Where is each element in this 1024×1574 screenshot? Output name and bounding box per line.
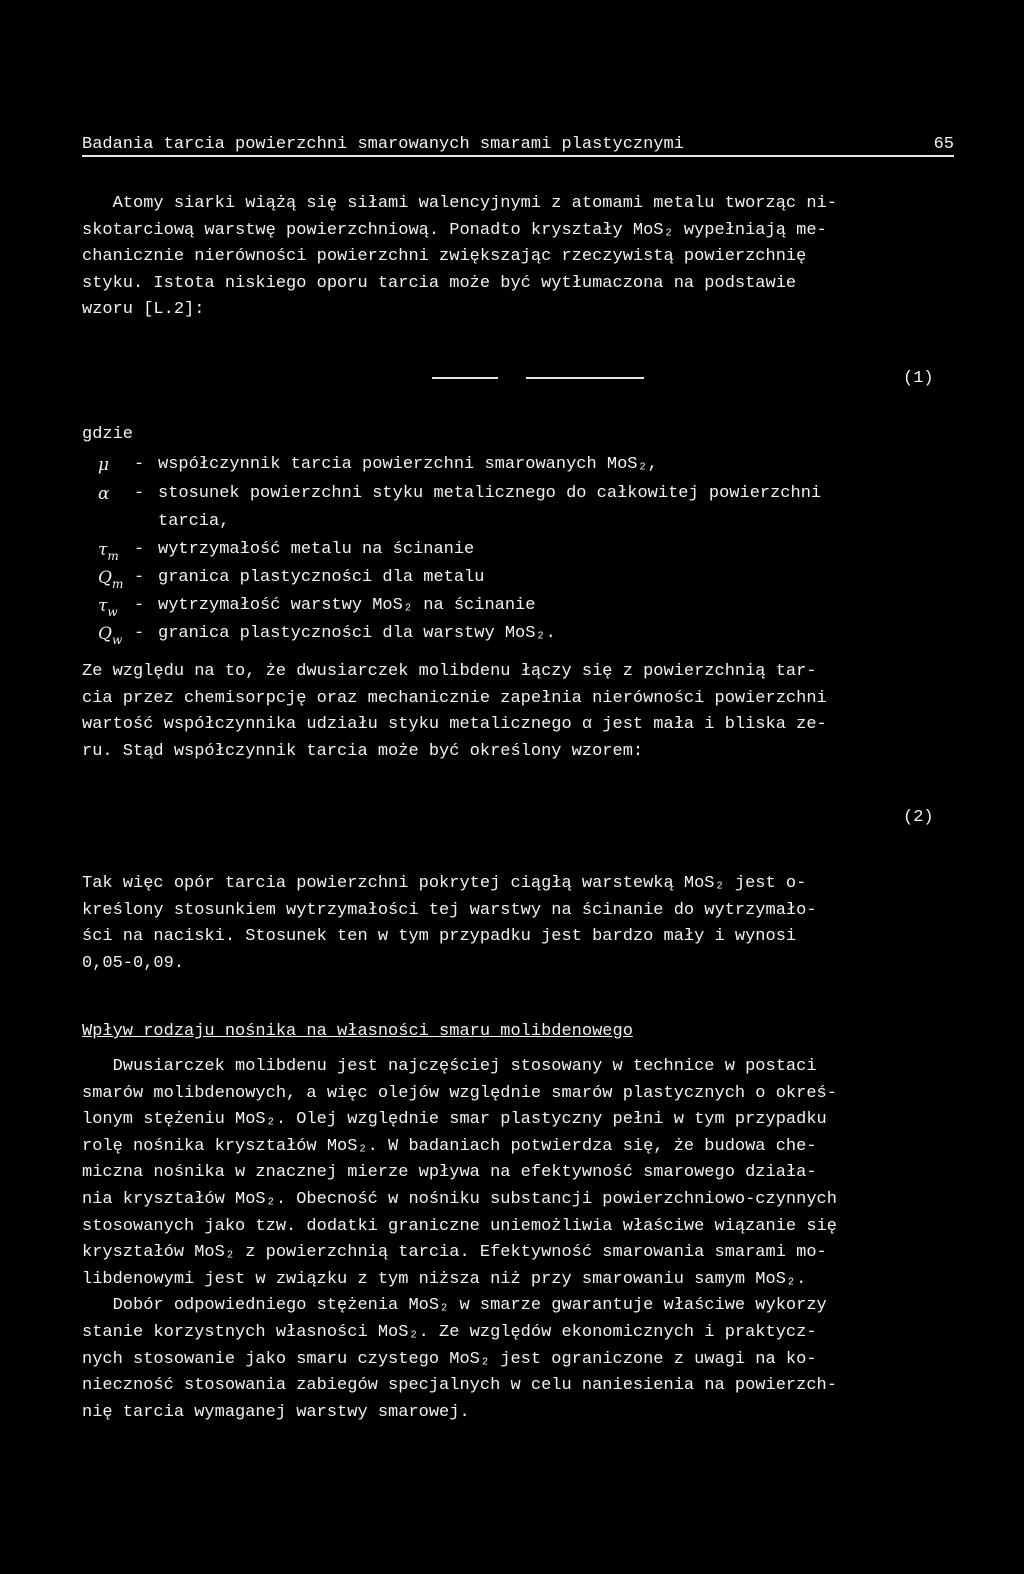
where-label: gdzie [82, 425, 134, 444]
text-line: smarów molibdenowych, a więc olejów względnie smarów plastycznych o okreś- [82, 1083, 837, 1103]
definition-dash: - [134, 624, 145, 643]
definition-text: wytrzymałość warstwy MoS₂ na ścinanie [158, 596, 536, 615]
definition-symbol: $\tau_m$ [98, 540, 119, 563]
text-line: Dwusiarczek molibdenu jest najczęściej stosowany w technice w postaci [82, 1057, 817, 1076]
definition-text: stosunek powierzchni styku metalicznego do całkowitej powierzchni [158, 484, 822, 503]
text-line: kryształów MoS₂ z powierzchnią tarcia. Efektywność smarowania smarami mo- [82, 1243, 827, 1263]
text-line: stosowanych jako tzw. dodatki graniczne uniemożliwia właściwe wiązanie się [82, 1216, 837, 1236]
definition-row [98, 596, 535, 619]
text-line: ści na naciski. Stosunek ten w tym przypadku jest bardzo mały i wynosi [82, 927, 797, 946]
definition-text: wytrzymałość metalu na ścinanie [158, 540, 475, 559]
definition-text: granica plastyczności dla warstwy MoS₂. [158, 624, 556, 643]
text-line: wzoru [L.2]: [82, 300, 205, 319]
page-number: 65 [933, 135, 954, 154]
text-line: nych stosowanie jako smaru czystego MoS₂ jest ograniczone z uwagi na ko- [82, 1349, 817, 1369]
running-header [82, 135, 954, 157]
text-line: Dobór odpowiedniego stężenia MoS₂ w smarze gwarantuje właściwe wykorzy [82, 1296, 827, 1316]
text-line: nia kryształów MoS₂. Obecność w nośniku substancji powierzchniowo-czynnych [82, 1190, 837, 1209]
text-line: Atomy siarki wiążą się siłami walencyjnymi z atomami metalu tworząc ni- [82, 194, 837, 213]
definition-text: granica plastyczności dla metalu [158, 568, 485, 587]
definition-row [98, 455, 658, 475]
equation-1-fraction-bar [526, 377, 644, 379]
definition-dash: - [134, 455, 145, 474]
definition-dash: - [134, 540, 145, 559]
text-line: cia przez chemisorpcję oraz mechanicznie zapełnia nierówności powierzchni [82, 688, 827, 708]
text-line: chanicznie nierówności powierzchni zwiększając rzeczywistą powierzchnię [82, 247, 807, 266]
equation-2-number: (2) [903, 808, 934, 827]
section-heading: Wpływ rodzaju nośnika na własności smaru molibdenowego [82, 1022, 633, 1041]
definition-dash [134, 512, 158, 531]
definition-dash: - [134, 568, 145, 587]
definition-row [98, 624, 556, 647]
definition-row [98, 540, 474, 563]
text-line: lonym stężeniu MoS₂. Olej względnie smar plastyczny pełni w tym przypadku [82, 1110, 827, 1130]
text-line: ru. Stąd współczynnik tarcia może być określony wzorem: [82, 741, 644, 761]
definition-dash: - [134, 484, 145, 503]
text-line: Tak więc opór tarcia powierzchni pokrytej ciągłą warstewką MoS₂ jest o- [82, 874, 807, 893]
definition-symbol: μ [98, 455, 110, 475]
equation-1-number: (1) [903, 369, 934, 388]
definition-row [98, 484, 821, 504]
definition-row [98, 512, 229, 531]
text-line: libdenowymi jest w związku z tym niższa niż przy smarowaniu samym MoS₂. [82, 1269, 807, 1289]
definition-symbol: $\tau_w$ [98, 596, 118, 619]
text-line: nieczność stosowania zabiegów specjalnych w celu naniesienia na powierzch- [82, 1376, 837, 1396]
text-line: Ze względu na to, że dwusiarczek molibdenu łączy się z powierzchnią tar- [82, 662, 817, 681]
definition-text: tarcia, [158, 512, 230, 531]
equation-1-fraction-bar [432, 377, 498, 379]
header-title: Badania tarcia powierzchni smarowanych smarami plastycznymi [82, 135, 684, 154]
text-line: wartość współczynnika udziału styku metalicznego α jest mała i bliska ze- [82, 715, 827, 734]
definition-symbol: $Q_w$ [98, 624, 123, 647]
text-line: miczna nośnika w znacznej mierze wpływa na efektywność smarowego działa- [82, 1163, 817, 1183]
definition-text: współczynnik tarcia powierzchni smarowanych MoS₂, [158, 455, 658, 474]
definition-row [98, 568, 484, 591]
text-line: nię tarcia wymaganej warstwy smarowej. [82, 1402, 470, 1422]
text-line: rolę nośnika kryształów MoS₂. W badaniach potwierdza się, że budowa che- [82, 1136, 817, 1156]
definition-symbol: α [98, 484, 110, 504]
definition-symbol: $Q_m$ [98, 568, 124, 591]
text-line: 0,05-0,09. [82, 953, 185, 973]
text-line: styku. Istota niskiego oporu tarcia może być wytłumaczona na podstawie [82, 273, 797, 293]
definition-symbol [98, 512, 134, 531]
text-line: stanie korzystnych własności MoS₂. Ze względów ekonomicznych i praktycz- [82, 1323, 817, 1342]
text-line: skotarciową warstwę powierzchniową. Ponadto kryształy MoS₂ wypełniają me- [82, 220, 827, 240]
text-line: kreślony stosunkiem wytrzymałości tej warstwy na ścinanie do wytrzymało- [82, 900, 817, 920]
definition-dash: - [134, 596, 145, 615]
